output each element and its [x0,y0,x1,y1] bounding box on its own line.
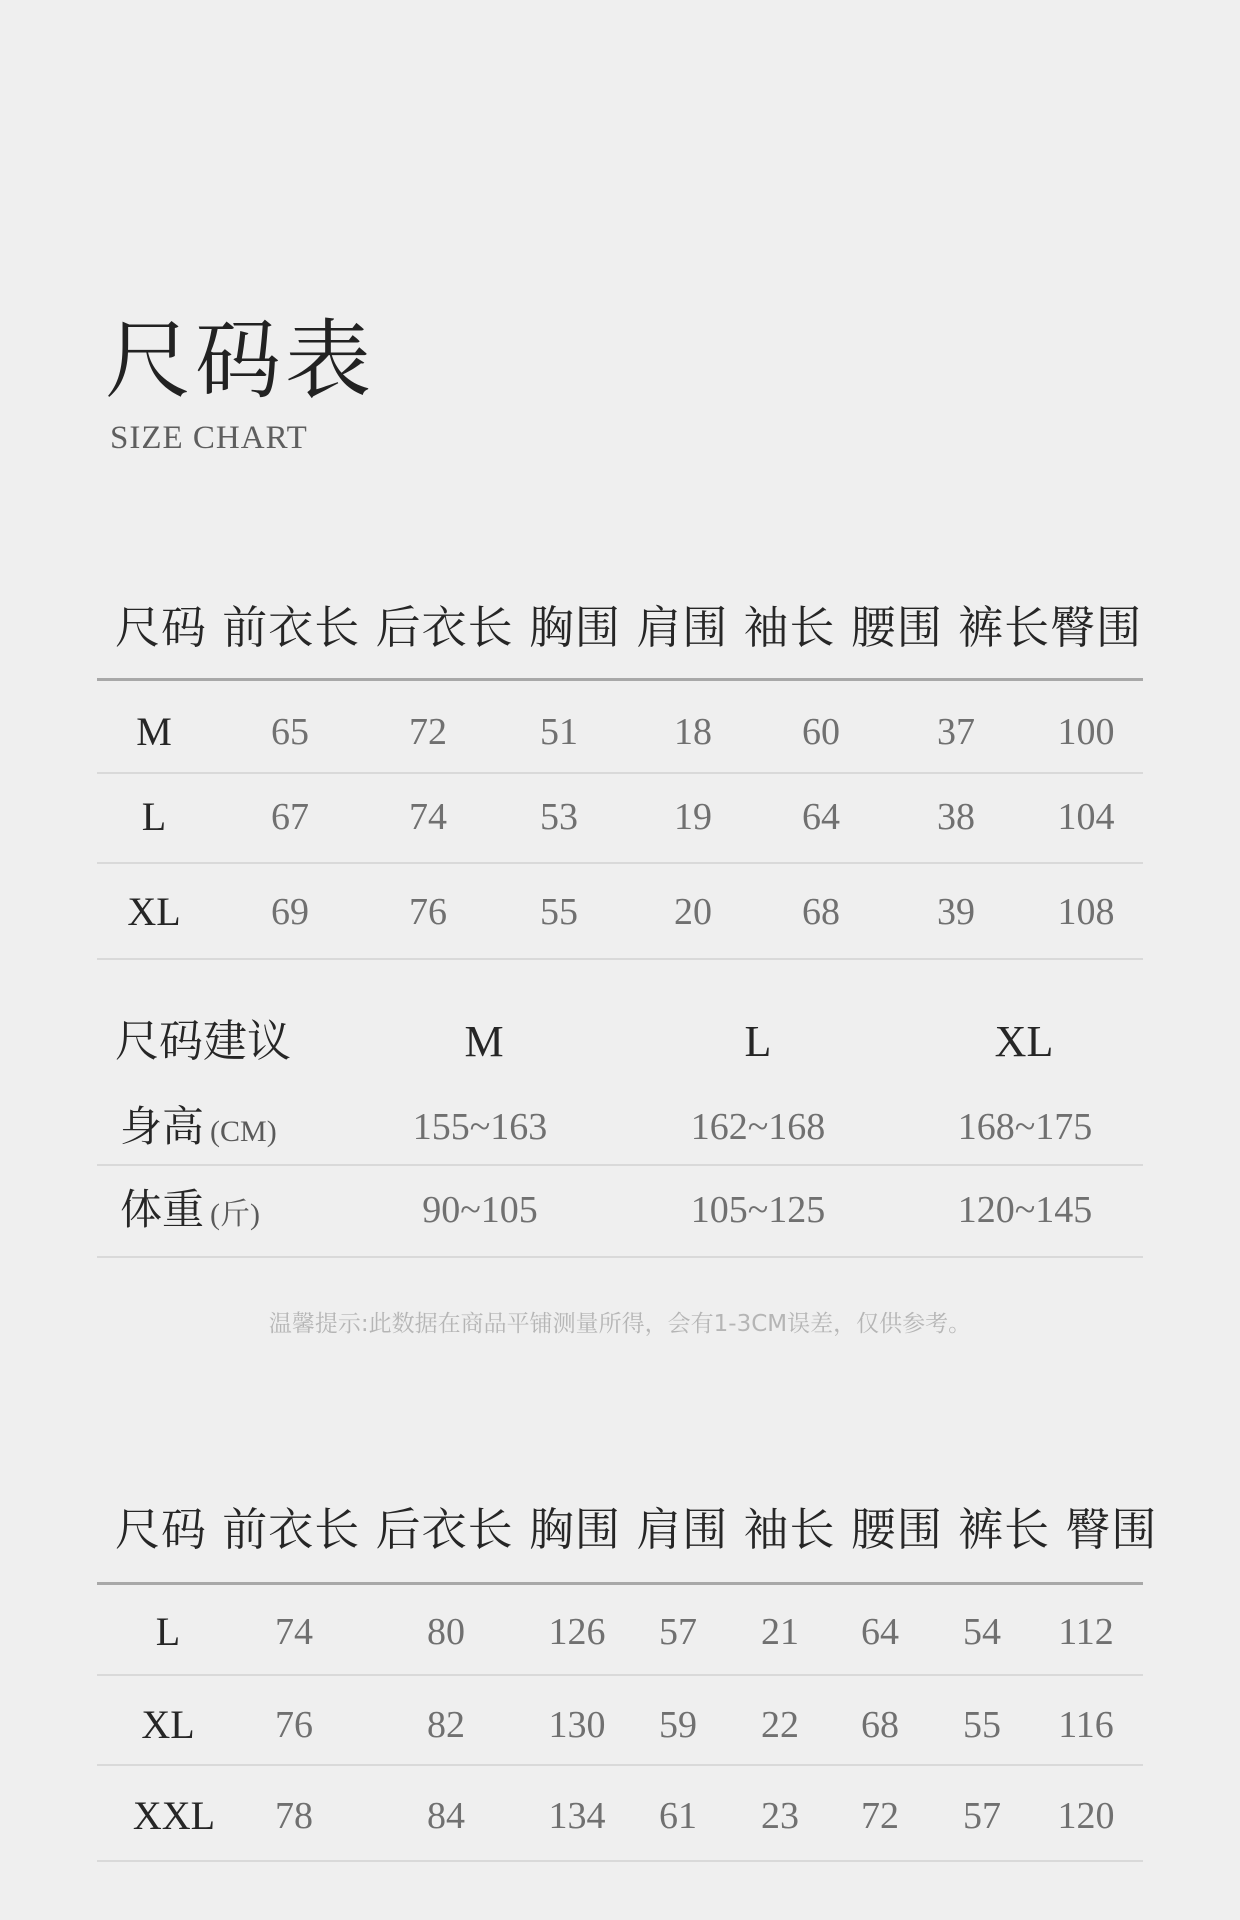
table1-value-cell: 37 [937,711,975,753]
table2-row-divider [97,1674,1143,1676]
table1-value-cell: 53 [540,796,578,838]
table1-value-cell: 69 [271,891,309,933]
recommendation-value: 105~125 [690,1189,826,1231]
table2-value-cell: 55 [963,1704,1001,1746]
recommendation-row-divider [97,1256,1143,1258]
table1-value-cell: 51 [540,711,578,753]
table1-row-divider [97,772,1143,774]
table1-value-cell: 64 [802,796,840,838]
table2-value-cell: 57 [659,1611,697,1653]
table2-value-cell: 134 [548,1795,606,1837]
table2-value-cell: 116 [1058,1704,1114,1746]
page-subtitle: SIZE CHART [110,420,308,456]
table1-value-cell: 39 [937,891,975,933]
measurement-note: 温馨提示:此数据在商品平铺测量所得，会有1-3CM误差，仅供参考。 [268,1311,972,1337]
table2-value-cell: 78 [275,1795,313,1837]
table2-value-cell: 126 [548,1611,606,1653]
table2-value-cell: 59 [659,1704,697,1746]
table1-value-cell: 60 [802,711,840,753]
table1-row-divider [97,958,1143,960]
recommendation-header-row [0,1012,1240,1072]
table1-value-cell: 38 [937,796,975,838]
table1-header-divider [97,678,1143,681]
recommendation-size: XL [994,1017,1054,1066]
table2-value-cell: 68 [861,1704,899,1746]
table1-value-cell: 20 [674,891,712,933]
page-title: 尺码表 [105,311,375,411]
table2-value-cell: 82 [427,1704,465,1746]
table2-value-cell: 23 [761,1795,799,1837]
recommendation-row [0,1097,1240,1157]
recommendation-value: 120~145 [957,1189,1093,1231]
table2-header: 尺码 前衣长 后衣长 胸围 肩围 袖长 腰围 裤长 臀围 [115,1503,1158,1556]
table1-value-cell: 72 [409,711,447,753]
table2-value-cell: 22 [761,1704,799,1746]
recommendation-value: 90~105 [422,1189,538,1231]
table1-value-cell: 100 [1057,711,1115,753]
table1-value-cell: 65 [271,711,309,753]
table1-value-cell: 74 [409,796,447,838]
table2-value-cell: 112 [1058,1611,1114,1653]
table2-size-cell: XXL [132,1793,216,1838]
recommendation-row-divider [97,1164,1143,1166]
table1-row-divider [97,862,1143,864]
table1-value-cell: 108 [1057,891,1115,933]
weight-label: 体重 (斤) [120,1185,260,1234]
table1-value-cell: 19 [674,796,712,838]
table2-header-divider [97,1582,1143,1585]
recommendation-value: 168~175 [957,1106,1093,1148]
recommendation-size: M [464,1017,504,1066]
table1-size-cell: XL [127,889,181,934]
table2-value-cell: 54 [963,1611,1001,1653]
table2-size-cell: L [155,1609,181,1654]
table1-size-cell: M [136,709,172,754]
table2-row [0,1695,1240,1755]
table2-value-cell: 21 [761,1611,799,1653]
table1-value-cell: 76 [409,891,447,933]
table2-size-cell: XL [141,1702,195,1747]
table2-value-cell: 84 [427,1795,465,1837]
table2-value-cell: 80 [427,1611,465,1653]
recommendation-title: 尺码建议 [115,1016,291,1067]
table2-row-divider [97,1860,1143,1862]
table2-value-cell: 57 [963,1795,1001,1837]
table1-value-cell: 68 [802,891,840,933]
table2-row-divider [97,1764,1143,1766]
table2-value-cell: 76 [275,1704,313,1746]
height-label: 身高 (CM) [120,1102,277,1151]
recommendation-size: L [744,1017,772,1066]
table1-value-cell: 104 [1057,796,1115,838]
table2-row [0,1602,1240,1662]
table1-header: 尺码 前衣长 后衣长 胸围 肩围 袖长 腰围 裤长臀围 [115,601,1143,654]
table2-value-cell: 130 [548,1704,606,1746]
recommendation-value: 162~168 [690,1106,826,1148]
table1-row [0,882,1240,942]
table1-size-cell: L [141,794,167,839]
table2-value-cell: 61 [659,1795,697,1837]
table1-row [0,702,1240,762]
table1-row [0,787,1240,847]
table2-row [0,1786,1240,1846]
table2-value-cell: 120 [1057,1795,1115,1837]
table2-value-cell: 74 [275,1611,313,1653]
table2-value-cell: 72 [861,1795,899,1837]
recommendation-value: 155~163 [412,1106,548,1148]
table1-value-cell: 67 [271,796,309,838]
table2-value-cell: 64 [861,1611,899,1653]
recommendation-row [0,1180,1240,1240]
table1-value-cell: 55 [540,891,578,933]
table1-value-cell: 18 [674,711,712,753]
